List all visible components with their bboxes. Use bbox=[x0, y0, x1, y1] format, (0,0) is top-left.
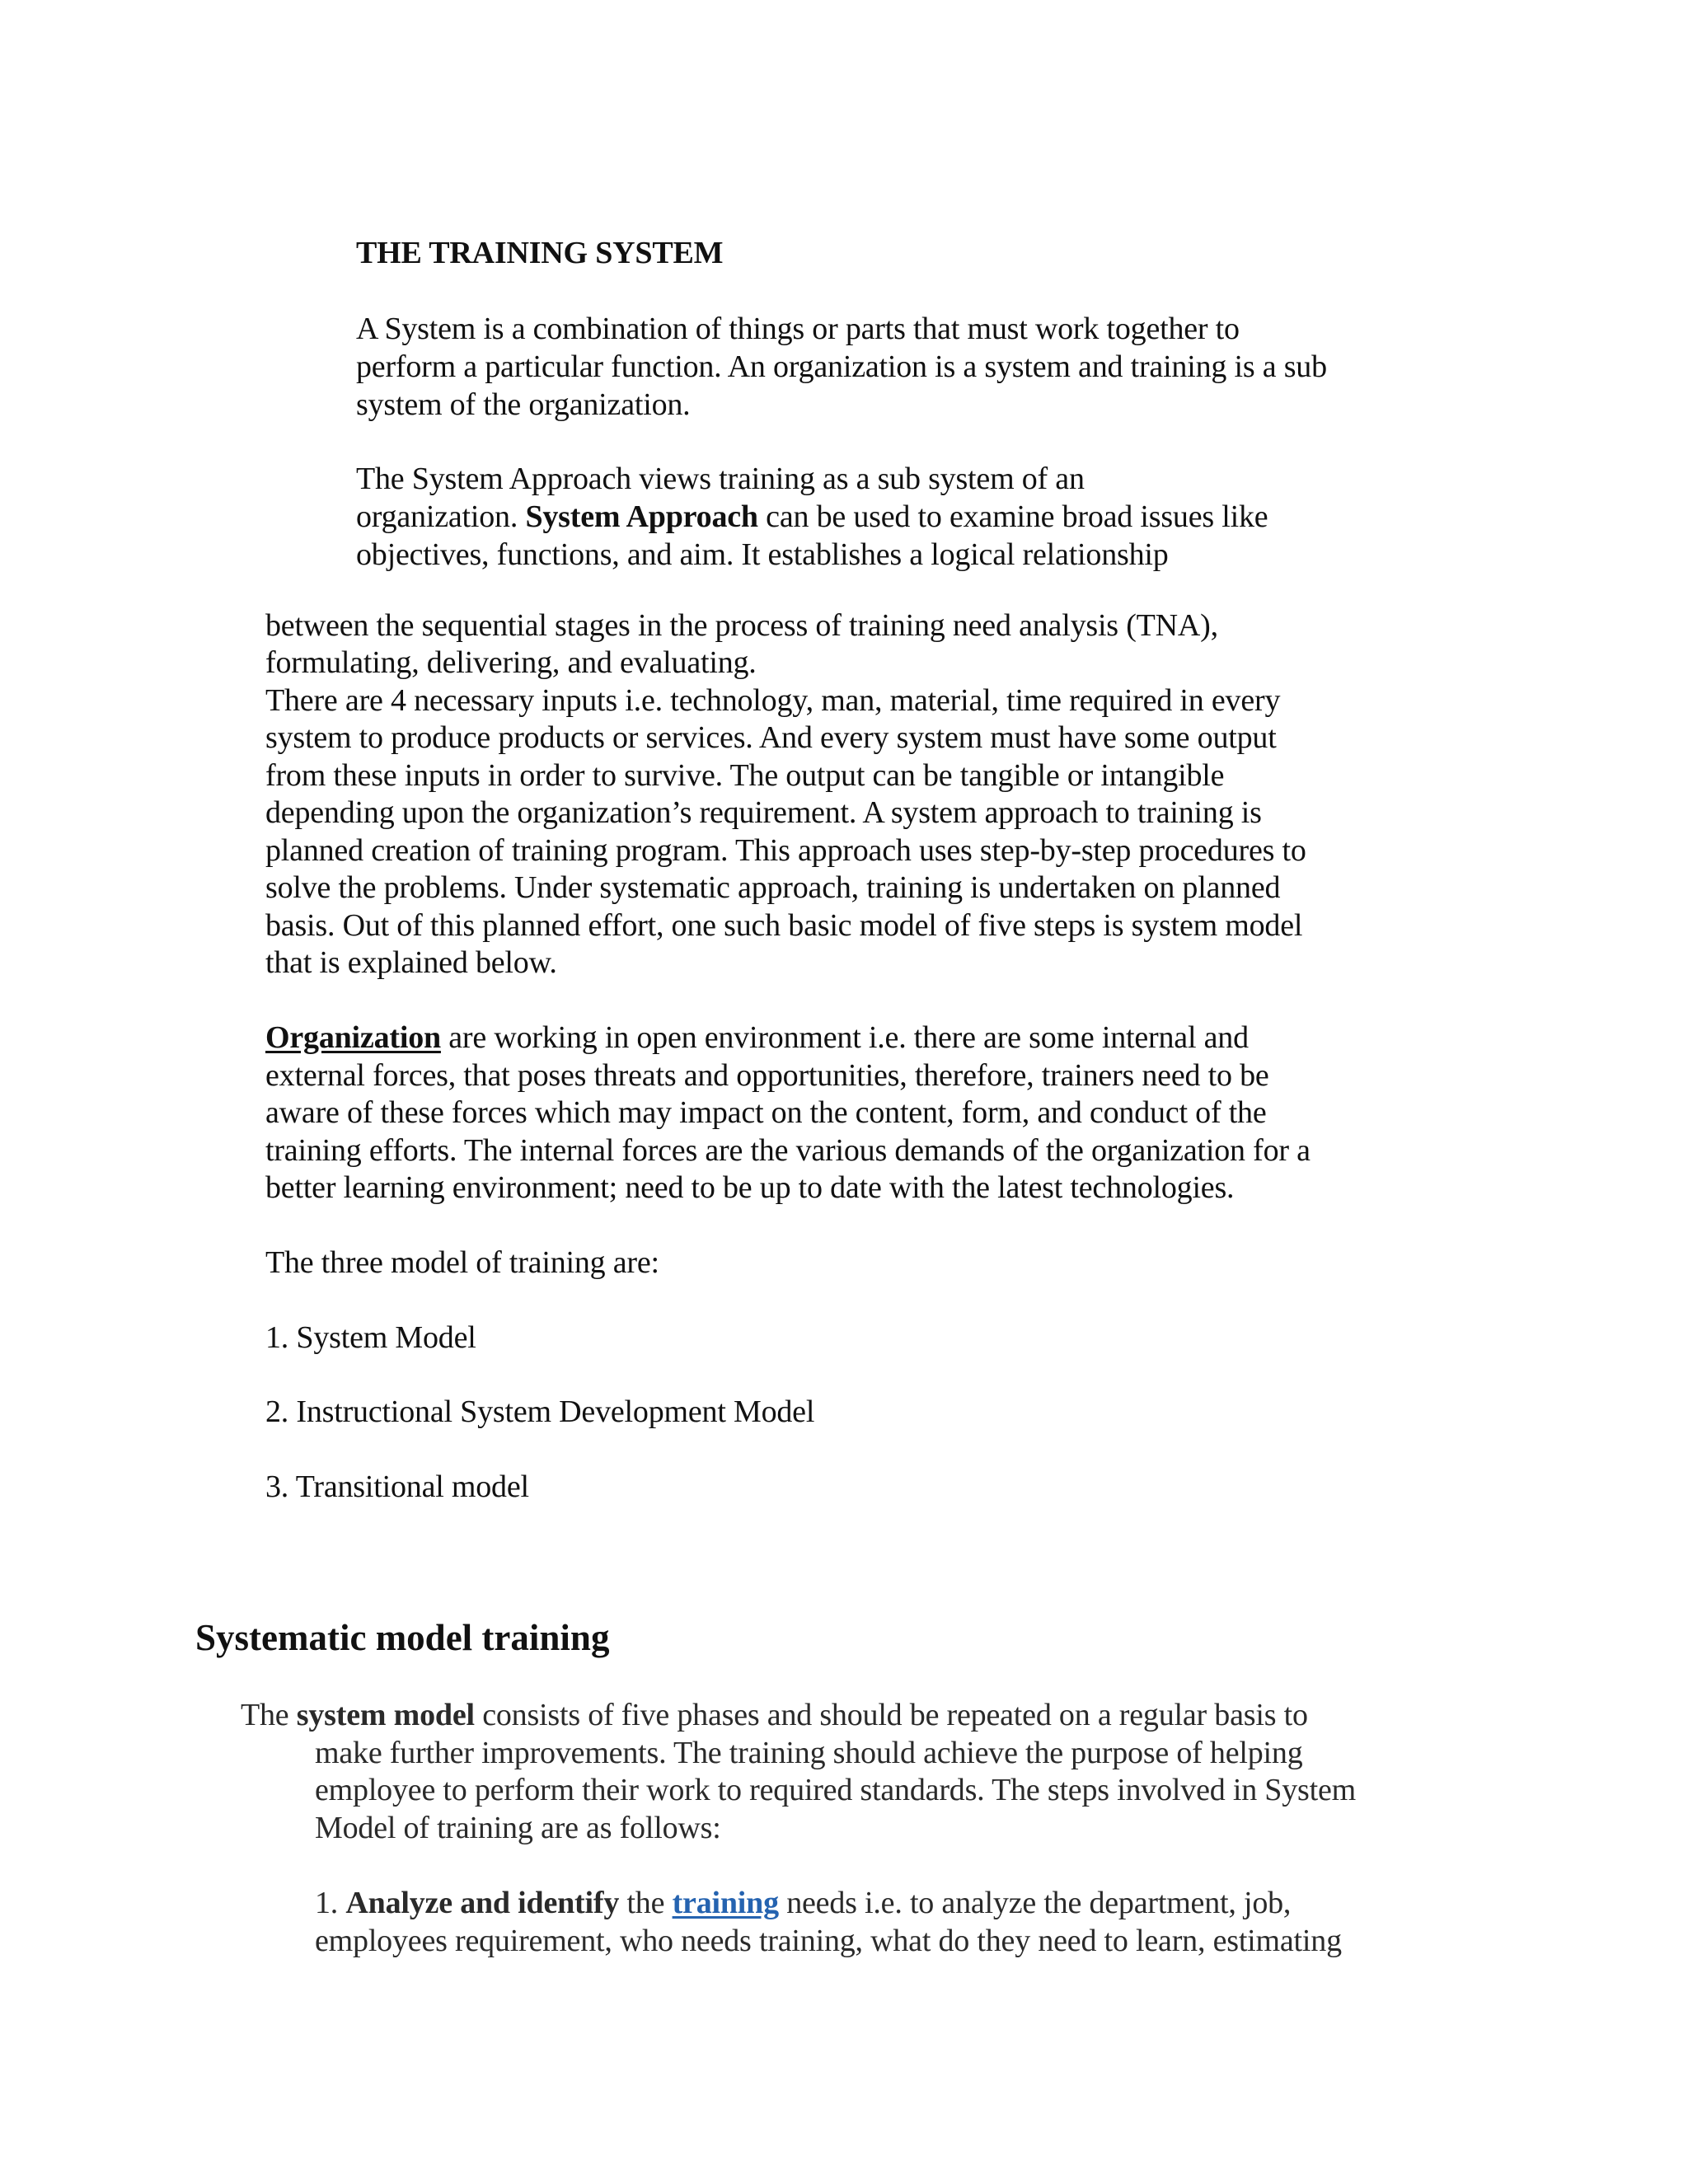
organization-bold: Organization bbox=[265, 1020, 441, 1055]
model-item: 2. Instructional System Development Model bbox=[265, 1394, 815, 1429]
models-intro: The three model of training are: bbox=[265, 1245, 659, 1280]
para4-line: aware of these forces which may impact on the content, form, and conduct of the bbox=[265, 1095, 1267, 1130]
step1-text: the bbox=[626, 1886, 665, 1920]
system-approach-bold: System Approach bbox=[525, 499, 758, 534]
step1-bold: Analyze and identify bbox=[345, 1886, 620, 1920]
para3-line: formulating, delivering, and evaluating. bbox=[265, 645, 757, 680]
para4-line: training efforts. The internal forces are the various demands of the organization for a bbox=[265, 1133, 1311, 1168]
para3-line: system to produce products or services. And every system must have some output bbox=[265, 720, 1277, 755]
para3-line: planned creation of training program. This approach uses step-by-step procedures to bbox=[265, 833, 1306, 868]
para3-line: solve the problems. Under systematic approach, training is undertaken on planned bbox=[265, 870, 1281, 905]
document-title: THE TRAINING SYSTEM bbox=[356, 236, 724, 270]
section-para-line bbox=[241, 1699, 1308, 1731]
para4-line: better learning environment; need to be up to date with the latest technologies. bbox=[265, 1170, 1235, 1205]
para3-line: between the sequential stages in the process of training need analysis (TNA), bbox=[265, 608, 1218, 643]
section-para-line: employee to perform their work to required standards. The steps involved in System bbox=[315, 1773, 1357, 1807]
section-para-line: make further improvements. The training should achieve the purpose of helping bbox=[315, 1736, 1303, 1770]
para3-line: There are 4 necessary inputs i.e. technology, man, material, time required in every bbox=[265, 683, 1281, 718]
para2-line: The System Approach views training as a sub system of an bbox=[356, 462, 1085, 496]
para4-line bbox=[265, 1022, 1249, 1053]
step-number: 1. bbox=[315, 1886, 339, 1920]
para4-line: external forces, that poses threats and opportunities, therefore, trainers need to be bbox=[265, 1058, 1269, 1093]
para1-line: A System is a combination of things or parts that must work together to bbox=[356, 312, 1240, 346]
model-item: 1. System Model bbox=[265, 1320, 476, 1355]
system-model-bold: system model bbox=[296, 1698, 475, 1732]
section-heading: Systematic model training bbox=[195, 1617, 610, 1658]
para2-text: can be used to examine broad issues like bbox=[766, 499, 1268, 534]
model-item: 3. Transitional model bbox=[265, 1469, 529, 1504]
para3-line: basis. Out of this planned effort, one such basic model of five steps is system model bbox=[265, 908, 1303, 943]
section-para-line: Model of training are as follows: bbox=[315, 1811, 721, 1845]
para3-line: from these inputs in order to survive. The output can be tangible or intangible bbox=[265, 758, 1225, 793]
para1-line: system of the organization. bbox=[356, 387, 691, 422]
para4-text: are working in open environment i.e. there are some internal and bbox=[448, 1020, 1249, 1055]
para3-line: that is explained below. bbox=[265, 945, 557, 980]
para2-line bbox=[356, 501, 1268, 532]
para2-text: organization. bbox=[356, 499, 518, 534]
step1-text: needs i.e. to analyze the department, job, bbox=[786, 1886, 1292, 1920]
step1-line bbox=[315, 1887, 1291, 1919]
para3-line: depending upon the organization’s requirement. A system approach to training is bbox=[265, 795, 1262, 830]
training-link[interactable]: training bbox=[672, 1886, 779, 1920]
section-text: consists of five phases and should be repeated on a regular basis to bbox=[482, 1698, 1308, 1732]
para1-line: perform a particular function. An organization is a system and training is a sub bbox=[356, 349, 1327, 384]
section-text: The bbox=[241, 1698, 289, 1732]
step1-line: employees requirement, who needs training, what do they need to learn, estimating bbox=[315, 1924, 1342, 1958]
para2-line: objectives, functions, and aim. It establishes a logical relationship bbox=[356, 537, 1169, 572]
